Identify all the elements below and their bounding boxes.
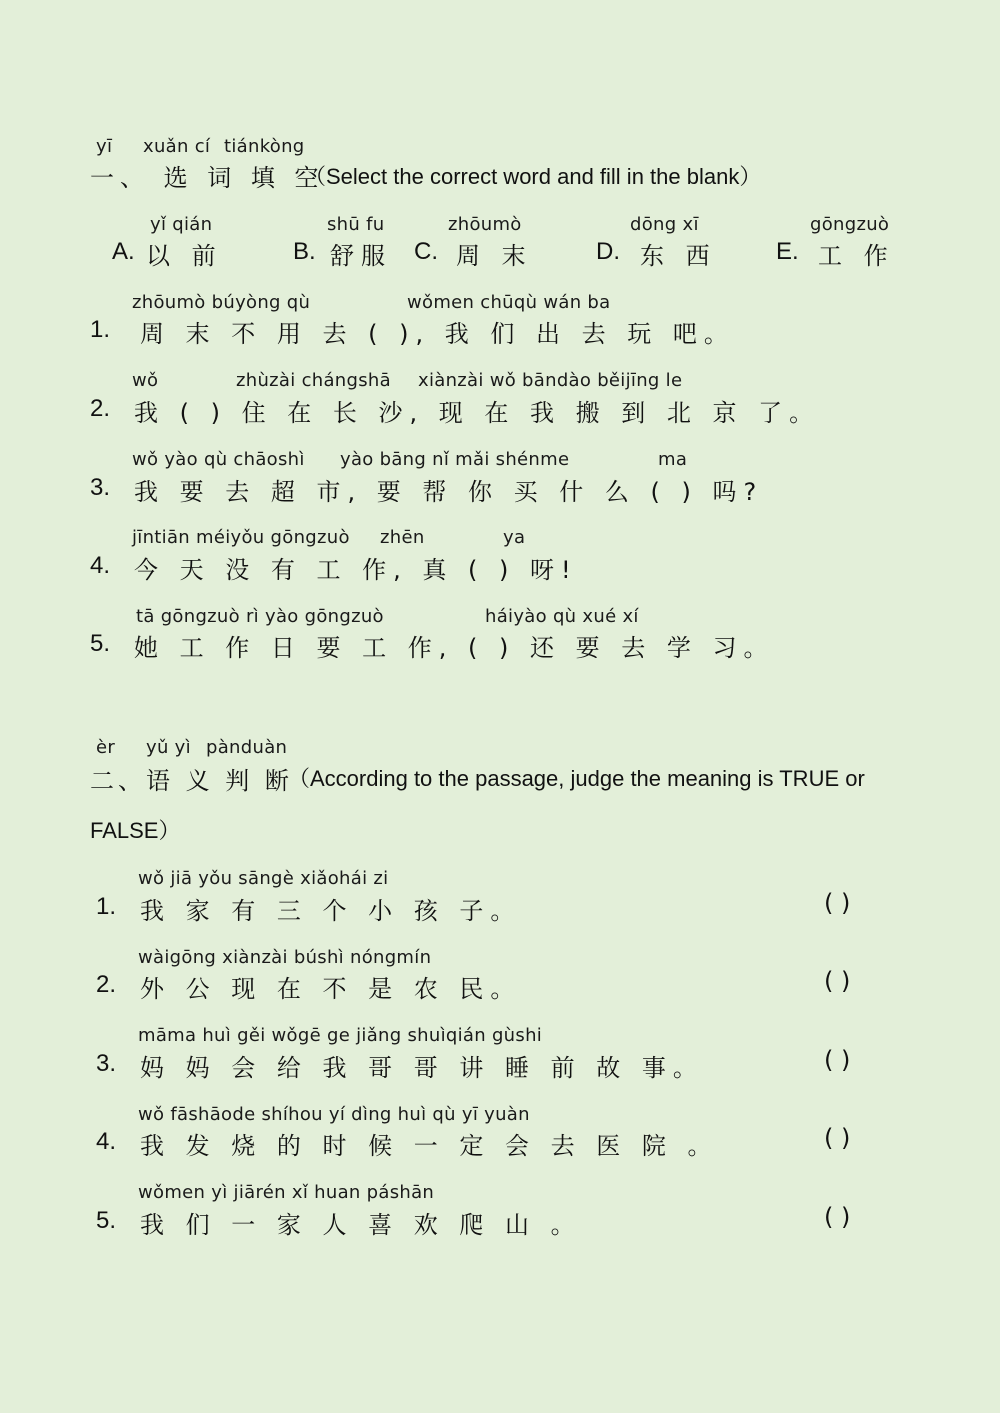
option-a-word: 以 前 [146, 242, 223, 270]
s2-q4-answer-blank[interactable]: ( ) [824, 1124, 851, 1152]
s1-q1-number: 1. [90, 316, 111, 343]
s2-q5-answer-blank[interactable]: ( ) [824, 1203, 851, 1231]
s1-q2-number: 2. [90, 395, 111, 422]
s1-q4-number: 4. [90, 552, 111, 579]
section2-heading-en-cont: FALSE） [90, 818, 181, 843]
s1-q1-pinyin-a: zhōumò búyòng qù [132, 292, 311, 313]
option-a-letter: A. [112, 238, 135, 265]
option-c-pinyin: zhōumò [448, 214, 522, 235]
s1-q2-pinyin-b: zhùzài chángshā [236, 370, 391, 391]
s1-q3-number: 3. [90, 474, 111, 501]
s2-q3-pinyin: māma huì gěi wǒgē ge jiǎng shuìqián gùshi [138, 1025, 543, 1046]
s2-q2-text: 外 公 现 在 不 是 农 民。 [140, 975, 522, 1003]
s1-q3-pinyin-b: yào bāng nǐ mǎi shénme [340, 449, 570, 470]
section1-pinyin-tiankong: tiánkòng [224, 136, 305, 157]
s1-q2-pinyin-c: xiànzài wǒ bāndào běijīng le [418, 370, 683, 391]
option-d-pinyin: dōng xī [630, 214, 699, 235]
option-d-word: 东 西 [640, 242, 717, 270]
s2-q4-number: 4. [96, 1128, 117, 1155]
s1-q5-text: 她 工 作 日 要 工 作, ( ) 还 要 去 学 习。 [134, 634, 775, 662]
section1-heading-en: （Select the correct word and fill in the blank） [304, 164, 762, 189]
section1-heading: 一、 选 词 填 空 [90, 164, 325, 192]
s1-q4-pinyin-a: jīntiān méiyǒu gōngzuò [132, 527, 350, 548]
s1-q4-pinyin-b: zhēn [380, 527, 425, 548]
option-d-letter: D. [596, 238, 620, 265]
s1-q5-number: 5. [90, 630, 111, 657]
option-e-word: 工 作 [818, 242, 895, 270]
s2-q5-text: 我 们 一 家 人 喜 欢 爬 山 。 [140, 1211, 582, 1239]
s2-q3-number: 3. [96, 1050, 117, 1077]
s1-q3-pinyin-a: wǒ yào qù chāoshì [132, 449, 305, 470]
s2-q5-number: 5. [96, 1207, 117, 1234]
section2-pinyin-panduan: pànduàn [206, 737, 288, 758]
s2-q4-text: 我 发 烧 的 时 候 一 定 会 去 医 院 。 [140, 1132, 719, 1160]
s1-q3-text: 我 要 去 超 市, 要 帮 你 买 什 么 ( ) 吗? [134, 478, 764, 506]
s1-q3-pinyin-c: ma [658, 449, 688, 470]
section2-pinyin-er: èr [96, 737, 116, 758]
option-e-letter: E. [776, 238, 799, 265]
s2-q1-pinyin: wǒ jiā yǒu sāngè xiǎohái zi [138, 868, 389, 889]
s1-q2-pinyin-a: wǒ [132, 370, 159, 391]
s2-q2-pinyin: wàigōng xiànzài búshì nóngmín [138, 947, 432, 968]
s2-q3-text: 妈 妈 会 给 我 哥 哥 讲 睡 前 故 事。 [140, 1054, 704, 1082]
s2-q1-number: 1. [96, 893, 117, 920]
section1-pinyin-xuanci: xuǎn cí [143, 136, 211, 157]
option-a-pinyin: yǐ qián [150, 214, 213, 235]
option-c-letter: C. [414, 238, 438, 265]
section1-pinyin-yi: yī [96, 136, 113, 157]
s1-q1-pinyin-b: wǒmen chūqù wán ba [407, 292, 611, 313]
s2-q2-answer-blank[interactable]: ( ) [824, 967, 851, 995]
s2-q2-number: 2. [96, 971, 117, 998]
s2-q4-pinyin: wǒ fāshāode shíhou yí dìng huì qù yī yuàn [138, 1104, 530, 1125]
option-b-word: 舒服 [330, 242, 392, 270]
section2-pinyin-yuyi: yǔ yì [146, 737, 191, 758]
option-b-letter: B. [293, 238, 316, 265]
s1-q4-pinyin-c: ya [503, 527, 526, 548]
s1-q1-text: 周 末 不 用 去 ( ), 我 们 出 去 玩 吧。 [140, 320, 735, 348]
section2-heading: 二、语 义 判 断 [90, 767, 293, 795]
s2-q5-pinyin: wǒmen yì jiārén xǐ huan páshān [138, 1182, 435, 1203]
s2-q1-answer-blank[interactable]: ( ) [824, 889, 851, 917]
s1-q5-pinyin-a: tā gōngzuò rì yào gōngzuò [136, 606, 384, 627]
s1-q4-text: 今 天 没 有 工 作, 真 ( ) 呀! [134, 556, 578, 584]
s1-q2-text: 我 ( ) 住 在 长 沙, 现 在 我 搬 到 北 京 了。 [134, 399, 821, 427]
option-c-word: 周 末 [456, 242, 533, 270]
option-e-pinyin: gōngzuò [810, 214, 890, 235]
option-b-pinyin: shū fu [327, 214, 385, 235]
s2-q1-text: 我 家 有 三 个 小 孩 子。 [140, 897, 522, 925]
section2-heading-en: （According to the passage, judge the meaning is TRUE or [288, 766, 865, 791]
s2-q3-answer-blank[interactable]: ( ) [824, 1046, 851, 1074]
s1-q5-pinyin-b: háiyào qù xué xí [485, 606, 639, 627]
